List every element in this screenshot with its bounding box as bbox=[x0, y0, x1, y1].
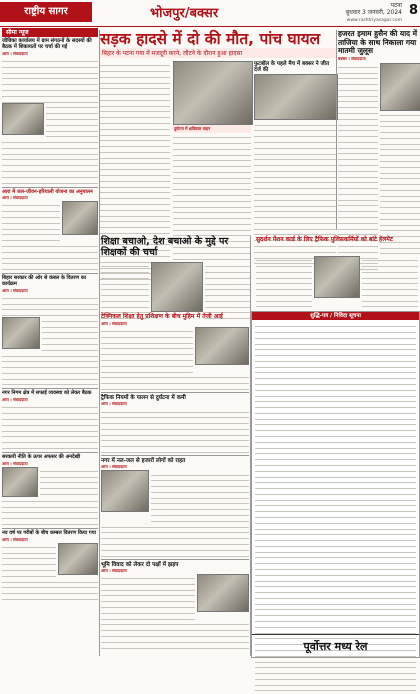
story-dateline: आरा । संवाददाता bbox=[2, 50, 28, 56]
lead-photo bbox=[173, 61, 253, 125]
right-top-story bbox=[338, 30, 420, 271]
mid-photo-3 bbox=[197, 574, 249, 612]
left-story-3 bbox=[2, 273, 98, 385]
mid-photo-2 bbox=[101, 470, 149, 512]
second-story-body bbox=[101, 262, 251, 320]
story-headline: टेक्निकल शिक्षा हेतु प्रशिक्षण के बीच मुहिम में तेजी आई bbox=[101, 313, 223, 320]
tender-notice bbox=[251, 311, 420, 658]
story-headline: सरकारी नीति के ऊपर अफसर की अनदेखी bbox=[2, 453, 81, 460]
lead-subheadline: बिहार के पटना गया में मजदूरी करने, लौटने के दौरान हुआ हादसा bbox=[100, 48, 336, 58]
story-dateline: आरा । संवाददाता bbox=[101, 320, 127, 326]
page-number: 8 bbox=[408, 3, 418, 18]
center-photo bbox=[254, 74, 338, 120]
railway-logo-text: पूर्वोत्तर मध्य रेल bbox=[252, 634, 419, 657]
left-story-6 bbox=[2, 528, 98, 600]
mid-column bbox=[101, 314, 249, 649]
story-dateline: आरा । संवाददाता bbox=[101, 401, 127, 407]
right-top-headline: हजरत इमाम हुसैन की याद में ताजिया के साथ निकाला गया मातमी जुलूस bbox=[338, 29, 418, 56]
story-photo bbox=[58, 543, 98, 575]
second-headline: शिक्षा बचाओ, देश बचाओ के मुद्दे पर शिक्षकों की चर्चा bbox=[101, 236, 229, 258]
story-dateline: आरा । संवाददाता bbox=[2, 195, 28, 201]
story-photo bbox=[2, 103, 44, 135]
left-column bbox=[2, 28, 98, 601]
right-top-dateline: बक्सर । संवाददाता bbox=[338, 55, 366, 61]
notice-title: शुद्धि-पत्र / निविदा सूचना bbox=[252, 312, 419, 320]
second-story-photo bbox=[151, 262, 203, 312]
edition-title: भोजपुर/बक्सर bbox=[150, 6, 219, 21]
story-dateline: आरा । संवाददाता bbox=[2, 397, 28, 403]
lead-photo-caption: दुर्घटना में क्षतिग्रस्त वाहन bbox=[173, 125, 251, 133]
left-story-5 bbox=[2, 452, 98, 525]
date-line: पटना बुधवार 3 जनवरी, 2024 bbox=[345, 2, 402, 16]
story-dateline: आरा । संवाददाता bbox=[2, 287, 28, 293]
story-headline: ट्रैफिक नियमों के पालन से दुर्घटना में कमी bbox=[101, 394, 186, 401]
paper-name: राष्ट्रीय सागर bbox=[0, 2, 92, 22]
story-headline: नव वर्ष पर गरीबों के बीच कम्बल वितरण किया गया bbox=[2, 529, 96, 536]
story-headline: जीविका कार्यालय में ग्राम संगठनों के सदस्यों की बैठक में शिकायतों पर चर्चा की गई bbox=[2, 38, 92, 50]
story-photo bbox=[2, 467, 38, 497]
right-mid-headline: सुदर्शन पेंशन कार्ड के लिए ट्रैफिक पुलिसकर्मियों को बांटे हेलमेट bbox=[256, 236, 393, 243]
story-dateline: आरा । संवाददाता bbox=[2, 536, 28, 542]
story-headline: नगर निगम क्षेत्र में सफाई व्यवस्था को लेकर बैठक bbox=[2, 390, 92, 397]
story-dateline: आरा । संवाददाता bbox=[2, 460, 28, 466]
right-mid-photo bbox=[314, 256, 360, 298]
left-story-1 bbox=[2, 39, 98, 184]
left-story-4 bbox=[2, 388, 98, 448]
left-story-2 bbox=[2, 187, 98, 271]
masthead bbox=[0, 0, 420, 27]
story-headline: आरा में जल-जीवन-हरियाली योजना का अनुपालन bbox=[2, 188, 93, 195]
story-photo bbox=[2, 317, 40, 349]
lead-headline: सड़क हादसे में दो की मौत, पांच घायल bbox=[100, 30, 321, 48]
story-headline: बिहार सरकार की ओर से कंबल के वितरण का कार्यक्रम bbox=[2, 275, 86, 287]
story-photo bbox=[62, 201, 98, 235]
section-label: सीमा न्यूज bbox=[2, 28, 98, 37]
website-url[interactable]: www.rashtriyasagar.com bbox=[346, 18, 402, 23]
right-top-photo bbox=[380, 63, 420, 111]
story-dateline: आरा । संवाददाता bbox=[101, 464, 127, 470]
story-dateline: आरा । संवाददाता bbox=[101, 567, 127, 573]
center-headline: फुटबॉल के पहले मैच में बक्सर ने जीत दर्ज की bbox=[254, 61, 330, 74]
story-headline: नगर में नल-जल से हजारों लोगों को राहत bbox=[101, 457, 186, 464]
story-headline: भूमि विवाद को लेकर दो पक्षों में झड़प bbox=[101, 561, 179, 568]
story-body bbox=[2, 57, 98, 103]
mid-photo-1 bbox=[195, 327, 249, 365]
